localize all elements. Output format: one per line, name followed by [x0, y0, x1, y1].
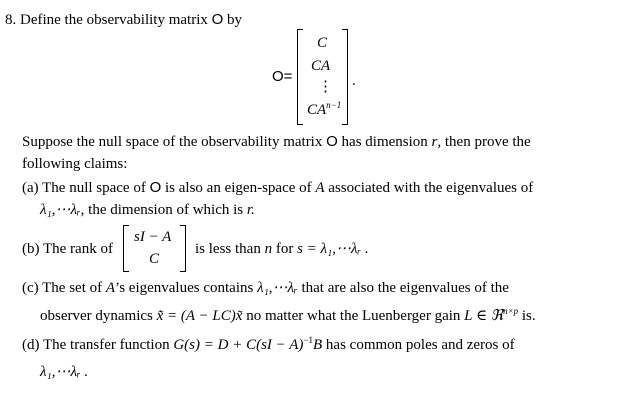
claim-b-matrix-bottom: C [149, 251, 160, 267]
claim-c-line-2: observer dynamics x̃̇ = (A − LC)x̃ no matter what the Luenberger gain L ∈ ℜ$^{n\times p}$ is. [40, 306, 536, 324]
matrix-row-1: C [317, 35, 328, 51]
matrix-lhs: O= [272, 68, 293, 85]
claim-c-line-1: (c) The set of A’s eigenvalues contains λ₁,⋯λᵣ that are also the eigenvalues of the [22, 280, 509, 296]
claim-b-label: (b) The rank of [22, 241, 113, 257]
claim-b-text: is less than n for s = λ₁,⋯λᵣ . [195, 241, 369, 257]
claim-d-line-2: λ₁,⋯λᵣ . [40, 364, 89, 380]
problem-heading: 8. Define the observability matrix O by [5, 11, 243, 28]
observability-symbol: O [211, 11, 224, 28]
matrix-row-4: $CA^{n-1}$ [307, 100, 342, 118]
claim-b-right-bracket [180, 225, 186, 272]
matrix-left-bracket [297, 29, 303, 125]
claim-a-line-2: λ₁,⋯λᵣ, the dimension of which is r. [40, 202, 255, 218]
claim-a-line-1: (a) The null space of O is also an eigen-space of A associated with the eigenvalues of [22, 179, 534, 196]
matrix-period: . [352, 73, 356, 89]
claim-b-left-bracket [123, 225, 129, 272]
matrix-right-bracket [342, 29, 348, 125]
intro-line-2: following claims: [22, 156, 128, 172]
intro-line-1: Suppose the null space of the observability matrix O has dimension r, then prove the [22, 133, 531, 150]
matrix-row-3: ⋮ [318, 79, 333, 95]
claim-b-matrix-top: sI − A [134, 229, 172, 245]
claim-d-line-1: (d) The transfer function G(s) = D + C(sI − A)$^{-1}$B has common poles and zeros of [22, 335, 515, 353]
matrix-row-2: CA [311, 58, 331, 74]
